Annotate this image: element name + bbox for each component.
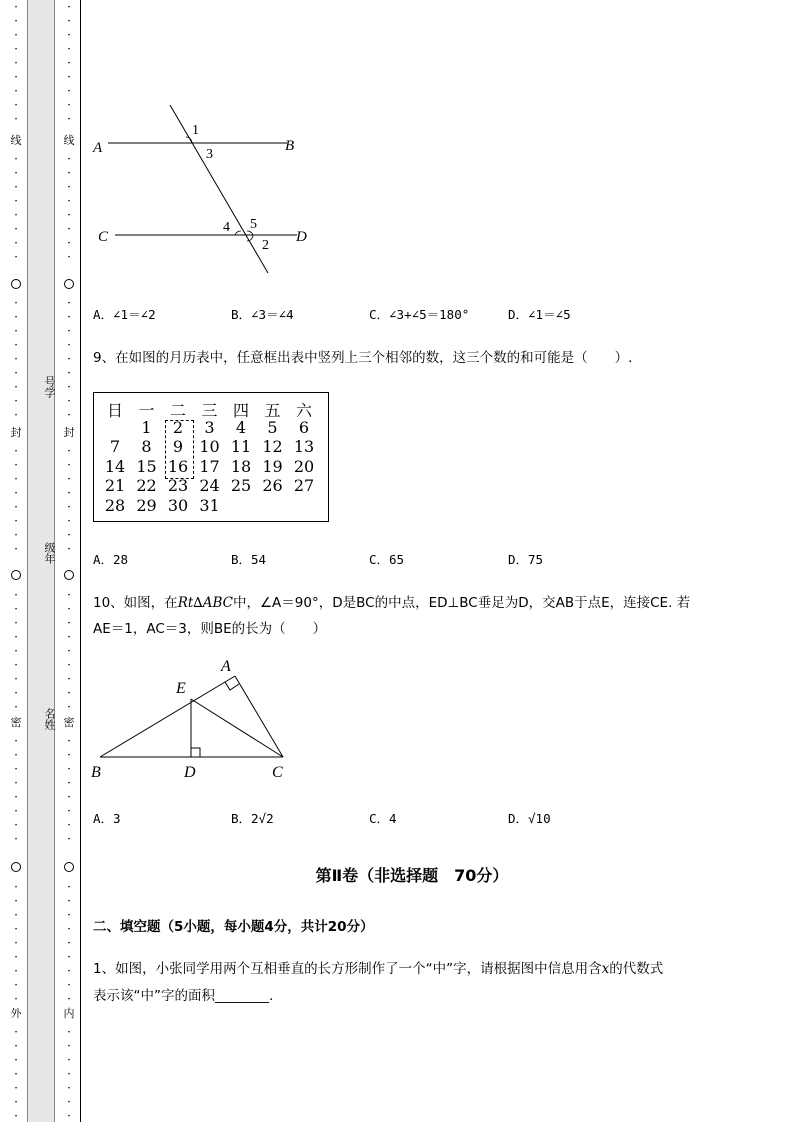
- inner-label-xian: 线: [63, 134, 75, 147]
- angle-label-5: 5: [250, 217, 257, 232]
- outer-margin-column: [4, 0, 28, 1123]
- angle-label-4: 4: [223, 220, 230, 235]
- segment-ec: [191, 699, 283, 757]
- calendar-day-cell: 1: [141, 417, 152, 437]
- calendar-header-cell: 四: [232, 401, 249, 420]
- fill1-question-line2: 表示该“中”字的面积________.: [93, 988, 274, 1004]
- q10-triangle-figure: [88, 650, 298, 785]
- calendar-day-cell: 2: [172, 417, 184, 437]
- calendar-day-cell: 8: [141, 437, 152, 456]
- q9-question-text: 9、在如图的月历表中，任意框出表中竖列上三个相邻的数，这三个数的和可能是（ ）.: [93, 350, 633, 366]
- outer-dots-3: · · · · · · · · ·: [14, 296, 18, 422]
- q10-option-d[interactable]: D．√10: [508, 811, 551, 826]
- transversal-line: [170, 105, 268, 273]
- outer-dots-1: · · · · · · · · ·: [14, 0, 18, 126]
- inner-label-mi: 密: [63, 716, 75, 729]
- calendar-day-cell: 31: [199, 495, 220, 515]
- inner-dots-5: · · · · · · · · ·: [67, 588, 71, 714]
- part2-title: 第Ⅱ卷（非选择题 70分）: [315, 866, 509, 885]
- calendar-header-cell: 三: [201, 401, 218, 420]
- calendar-day-cell: 30: [167, 495, 189, 515]
- calendar-header-cell: 六: [295, 401, 312, 420]
- inner-dots-6: · · · · · · · ·: [67, 734, 71, 846]
- calendar-day-cell: 19: [262, 456, 283, 476]
- triangle-label-c: C: [272, 764, 283, 781]
- calendar-day-cell: 16: [167, 456, 189, 476]
- section2-heading: 二、填空题（5小题，每小题4分，共计20分）: [93, 919, 374, 935]
- point-label-c: C: [98, 229, 109, 245]
- q10-text-prefix: 10、如图，在: [93, 595, 178, 611]
- point-label-a: A: [93, 140, 103, 156]
- outer-label-mi: 密: [10, 716, 22, 729]
- outer-circle-2: [11, 570, 21, 580]
- q8-parallel-lines-figure: [90, 100, 320, 280]
- inner-dots-4: · · · · · · · ·: [67, 444, 71, 556]
- calendar-day-cell: 18: [230, 456, 252, 476]
- calendar-day-cell: 22: [136, 476, 157, 495]
- calendar-day-cell: 28: [104, 495, 126, 515]
- calendar-day-cell: 25: [230, 476, 252, 495]
- q8-option-b[interactable]: B．∠3＝∠4: [231, 307, 294, 322]
- calendar-day-cell: 29: [136, 495, 157, 515]
- point-label-b: B: [285, 138, 295, 154]
- triangle-label-a: A: [221, 658, 231, 675]
- calendar-header-cell: 二: [169, 401, 186, 420]
- calendar-day-cell: 6: [298, 417, 310, 437]
- outer-label-feng: 封: [10, 426, 22, 439]
- q9-option-b[interactable]: B．54: [231, 552, 267, 567]
- fill1-variable: x: [601, 961, 610, 977]
- angle-arc-4: [235, 231, 241, 235]
- calendar-day-cell: 11: [230, 437, 252, 456]
- q10-text-middle: 中，∠A＝90°，D是BC的中点，ED⊥BC垂足为D，交AB于点E，连接CE. 若: [232, 595, 691, 611]
- outer-dots-4: · · · · · · · ·: [14, 444, 18, 556]
- calendar-header-cell: 一: [138, 401, 155, 420]
- calendar-day-cell: 7: [109, 437, 121, 456]
- calendar-dashed-selection: [165, 417, 194, 479]
- inner-label-nei: 内: [63, 1007, 75, 1020]
- q8-option-a[interactable]: A．∠1＝∠2: [93, 307, 156, 322]
- q9-option-c[interactable]: C．65: [369, 552, 405, 567]
- outer-label-wai: 外: [10, 1007, 22, 1020]
- q10-option-c[interactable]: C．4: [369, 811, 397, 826]
- inner-label-feng: 封: [63, 426, 75, 439]
- fill1-question-line1: [93, 957, 663, 977]
- angle-label-1: 1: [192, 123, 199, 138]
- calendar-day-cell: 10: [199, 437, 220, 456]
- calendar-day-cell: 12: [262, 437, 283, 456]
- calendar-day-cell: 26: [262, 476, 283, 495]
- fill1-text-end: 的代数式: [609, 961, 664, 977]
- triangle-label-e: E: [176, 680, 186, 697]
- q8-option-c[interactable]: C．∠3+∠5＝180°: [369, 307, 470, 322]
- inner-dots-1: · · · · · · · · ·: [67, 0, 71, 126]
- outer-label-xian: 线: [10, 134, 22, 147]
- calendar-day-cell: 17: [199, 456, 220, 476]
- q8-option-d[interactable]: D．∠1＝∠5: [508, 307, 571, 322]
- calendar-day-cell: 13: [293, 437, 315, 456]
- triangle-label-d: D: [184, 764, 196, 781]
- outer-circle-1: [11, 279, 21, 289]
- q10-option-a[interactable]: A．3: [93, 811, 121, 826]
- calendar-header-cell: 日: [106, 401, 123, 420]
- calendar-day-cell: 4: [235, 417, 247, 437]
- segment-ac: [235, 676, 283, 757]
- right-angle-mark-a: [225, 682, 239, 690]
- calendar-day-cell: 14: [104, 456, 126, 476]
- calendar-day-cell: 5: [267, 417, 278, 437]
- calendar-day-cell: 21: [104, 476, 126, 495]
- inner-circle-1: [64, 279, 74, 289]
- student-field-number: 号学: [43, 376, 56, 398]
- calendar-day-cell: 3: [204, 417, 215, 437]
- calendar-day-cell: 20: [293, 456, 315, 476]
- inner-circle-2: [64, 570, 74, 580]
- q9-option-d[interactable]: D．75: [508, 552, 544, 567]
- margin-border-line: [80, 0, 81, 1122]
- inner-margin-column: [57, 0, 81, 1123]
- angle-label-3: 3: [206, 147, 213, 162]
- calendar-day-cell: 24: [199, 476, 220, 495]
- right-angle-mark-d: [191, 748, 200, 757]
- q9-option-a[interactable]: A．28: [93, 552, 129, 567]
- inner-dots-7: · · · · · · · · ·: [67, 880, 71, 1006]
- calendar-day-cell: 23: [167, 476, 189, 495]
- inner-dots-3: · · · · · · · · ·: [67, 296, 71, 422]
- q10-triangle-notation: Rt∆ABC: [177, 595, 233, 611]
- angle-label-2: 2: [262, 238, 269, 253]
- triangle-label-b: B: [91, 764, 101, 781]
- point-label-d: D: [296, 229, 307, 245]
- student-field-class: 级年: [43, 542, 56, 564]
- q10-option-b[interactable]: B．2√2: [231, 811, 274, 826]
- calendar-header-cell: 五: [264, 401, 281, 420]
- inner-dots-2: · · · · · · · ·: [67, 152, 71, 264]
- outer-dots-5: · · · · · · · · ·: [14, 588, 18, 714]
- inner-dots-8: · · · · · · ·: [67, 1025, 71, 1123]
- segment-ba: [100, 676, 235, 757]
- outer-dots-6: · · · · · · · ·: [14, 734, 18, 846]
- calendar-day-cell: 27: [293, 476, 315, 495]
- q10-question-line1: [93, 591, 753, 611]
- calendar-day-cell: 9: [172, 437, 184, 456]
- outer-dots-7: · · · · · · · · ·: [14, 880, 18, 1006]
- q10-question-line2: AE＝1，AC＝3，则BE的长为（ ）: [93, 621, 327, 637]
- student-field-name: 名姓: [43, 708, 56, 730]
- fill1-text-start: 1、如图，小张同学用两个互相垂直的长方形制作了一个“中”字，请根据图中信息用含: [93, 961, 602, 977]
- q9-calendar-table: [93, 392, 329, 522]
- calendar-day-cell: 15: [136, 456, 157, 476]
- outer-dots-2: · · · · · · · ·: [14, 152, 18, 264]
- outer-dots-8: · · · · · · ·: [14, 1025, 18, 1123]
